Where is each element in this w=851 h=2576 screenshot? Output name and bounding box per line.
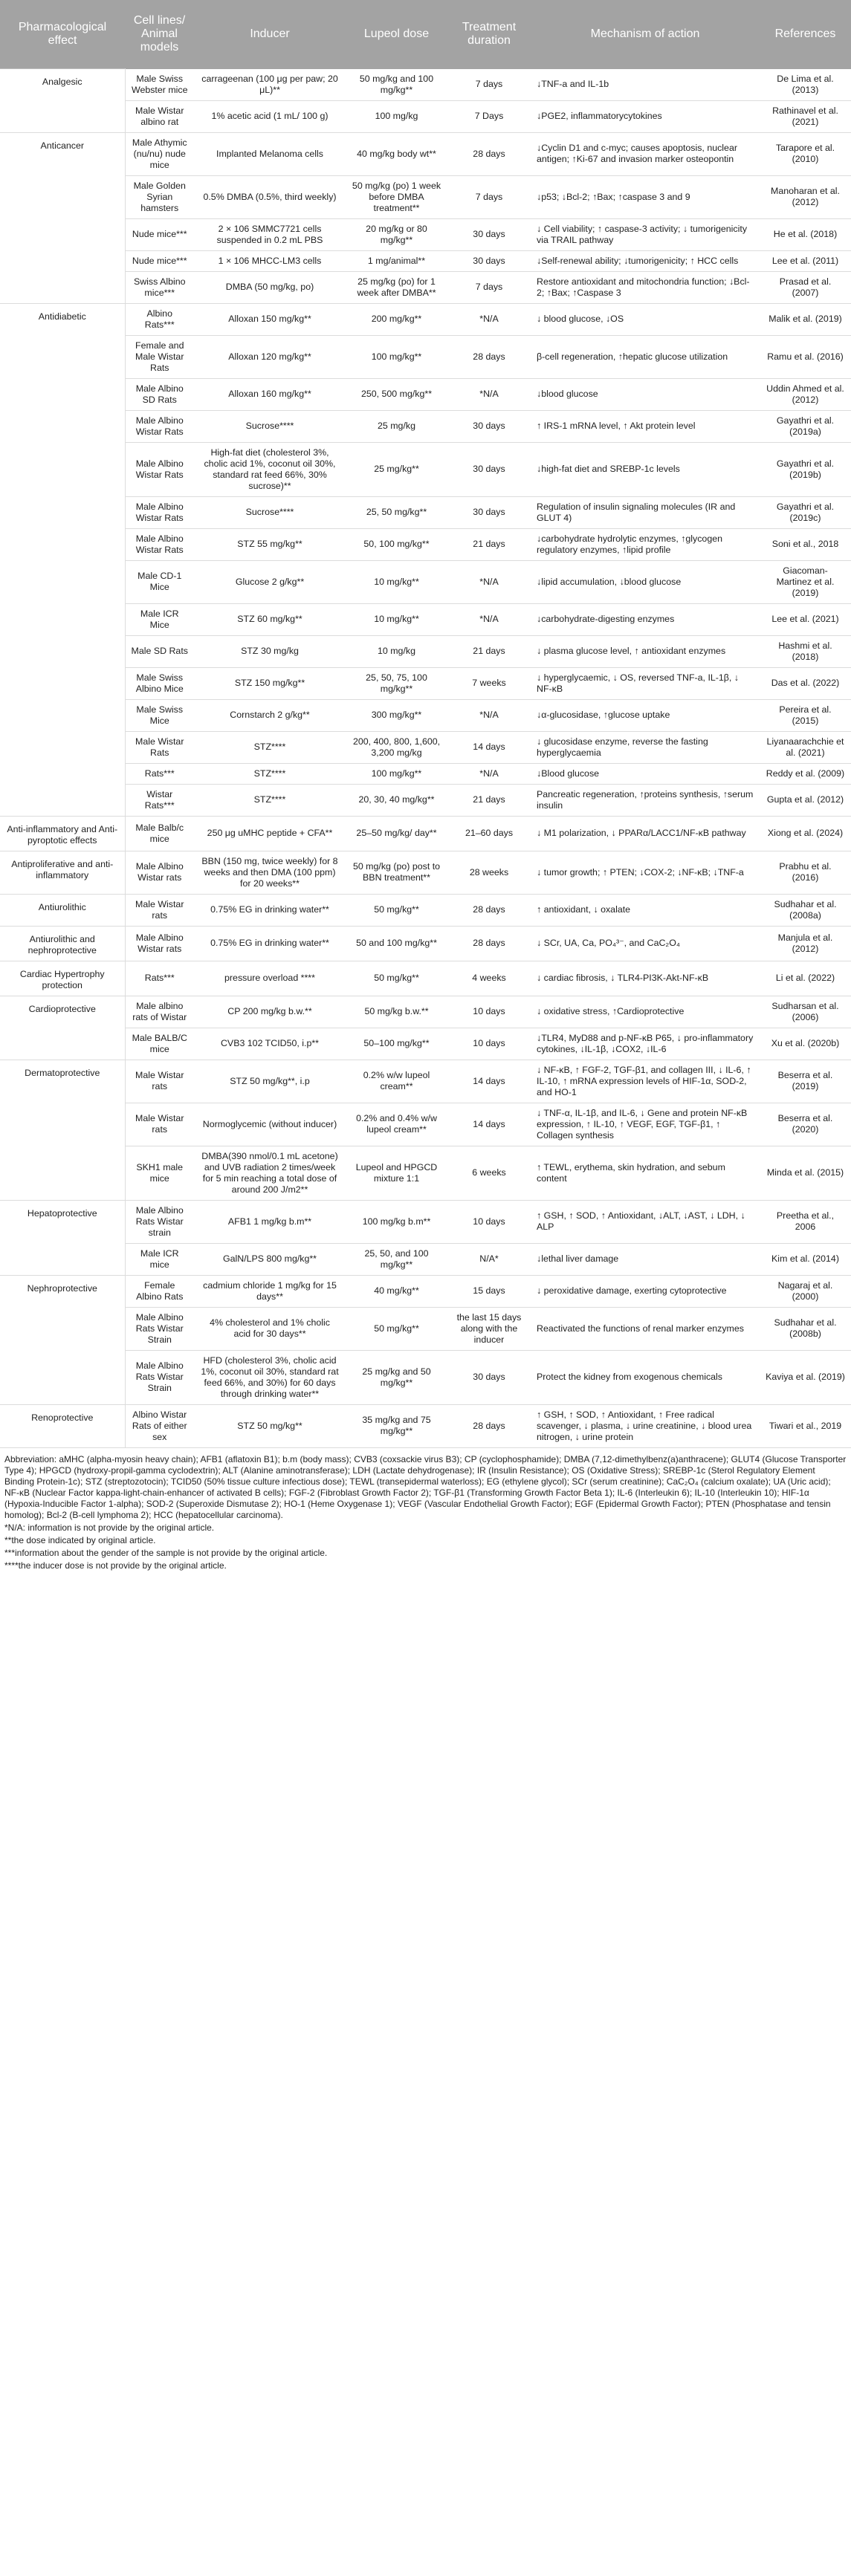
reference-cell: Malik et al. (2019)	[760, 303, 851, 335]
inducer-cell: BBN (150 mg, twice weekly) for 8 weeks and then DMA (100 ppm) for 20 weeks**	[194, 851, 346, 894]
dose-cell: 50, 100 mg/kg**	[346, 528, 447, 560]
inducer-cell: Normoglycemic (without inducer)	[194, 1103, 346, 1146]
mechanism-cell: ↓lethal liver damage	[531, 1243, 760, 1275]
duration-cell: *N/A	[447, 603, 531, 635]
dose-cell: 25 mg/kg	[346, 410, 447, 442]
reference-cell: Lee et al. (2021)	[760, 603, 851, 635]
inducer-cell: 4% cholesterol and 1% cholic acid for 30 days**	[194, 1307, 346, 1350]
inducer-cell: STZ****	[194, 763, 346, 784]
mechanism-cell: ↓ tumor growth; ↑ PTEN; ↓COX-2; ↓NF-κB; ↓TNF-a	[531, 851, 760, 894]
table-row	[0, 784, 851, 816]
model-cell: Rats***	[125, 763, 194, 784]
reference-cell: Gayathri et al. (2019a)	[760, 410, 851, 442]
reference-cell: Manjula et al. (2012)	[760, 926, 851, 961]
duration-cell: the last 15 days along with the inducer	[447, 1307, 531, 1350]
model-cell: Nude mice***	[125, 250, 194, 271]
duration-cell: 30 days	[447, 1350, 531, 1404]
table-row	[0, 996, 851, 1028]
effect-cell: Antiproliferative and anti-inflammatory	[0, 851, 125, 894]
inducer-cell: Sucrose****	[194, 410, 346, 442]
mechanism-cell: ↓ NF-κB, ↑ FGF-2, TGF-β1, and collagen III, ↓ IL-6, ↑ IL-10, ↑ mRNA expression levels of HIF-1α, SOD-2, and HO-1	[531, 1060, 760, 1103]
duration-cell: *N/A	[447, 303, 531, 335]
model-cell: Rats***	[125, 961, 194, 996]
mechanism-cell: ↓ glucosidase enzyme, reverse the fasting hyperglycaemia	[531, 731, 760, 763]
model-cell: SKH1 male mice	[125, 1146, 194, 1200]
table-row	[0, 496, 851, 528]
reference-cell: Manoharan et al. (2012)	[760, 175, 851, 218]
table-row	[0, 100, 851, 132]
duration-cell: 30 days	[447, 442, 531, 496]
footnote: Abbreviation: aMHC (alpha-myosin heavy chain); AFB1 (aflatoxin B1); b.m (body mass); CVB3 (coxsackie virus B3); CP (cyclophosphamide); DMBA (7,12-dimethylbenz(a)anthracene); GLUT4 (Glucose Transporter Type 4); HPGCD (hydroxy-propil-gamma cyclodextrin); ALT (Alanine aminotransferase); LDH (Lactate dehydrogenase); IR (Insulin Resistance); OS (Oxidative Stress); SREBP-1c (Sterol Regulatory Element Binding Protein-1c); STZ (streptozotocin); TCID50 (50% tissue culture infectious dose); TEWL (transepidermal waterloss); EG (ethylene glycol); SCr (serum creatinine); CaC₂O₄ (calcium oxalate); UA (Uric acid); NF-κB (Nuclear Factor kappa-light-chain-enhancer of activated B cells); FGF-2 (Fibroblast Growth Factor 2); TGF-β1 (Transforming Growth Factor Beta 1); IL-6 (Interleukin 6); IL-10 (Interleukin 10); HIF-1α (Hypoxia-Inducible Factor 1-alpha); SOD-2 (Superoxide Dismutase 2); HO-1 (Heme Oxygenase 1); VEGF (Vascular Endothelial Growth Factor); EGF (Epidermal Growth Factor); PTEN (Phosphatase and tensin homolog); Bcl-2 (B-cell lymphoma 2); HCC (hepatocellular carcinoma).	[4, 1453, 847, 1520]
mechanism-cell: ↓TLR4, MyD88 and p-NF-κB P65, ↓ pro-inflammatory cytokines, ↓IL-1β, ↓COX2, ↓IL-6	[531, 1028, 760, 1060]
duration-cell: 7 days	[447, 271, 531, 303]
dose-cell: 0.2% w/w lupeol cream**	[346, 1060, 447, 1103]
dose-cell: 40 mg/kg**	[346, 1275, 447, 1307]
table-row	[0, 250, 851, 271]
dose-cell: 300 mg/kg**	[346, 699, 447, 731]
dose-cell: 200 mg/kg**	[346, 303, 447, 335]
table-row	[0, 816, 851, 851]
duration-cell: 7 days	[447, 175, 531, 218]
reference-cell: Li et al. (2022)	[760, 961, 851, 996]
inducer-cell: Alloxan 160 mg/kg**	[194, 378, 346, 410]
reference-cell: Kim et al. (2014)	[760, 1243, 851, 1275]
inducer-cell: STZ 50 mg/kg**, i.p	[194, 1060, 346, 1103]
inducer-cell: STZ****	[194, 784, 346, 816]
inducer-cell: AFB1 1 mg/kg b.m**	[194, 1200, 346, 1243]
reference-cell: Liyanaarachchie et al. (2021)	[760, 731, 851, 763]
reference-cell: Tarapore et al. (2010)	[760, 132, 851, 175]
dose-cell: Lupeol and HPGCD mixture 1:1	[346, 1146, 447, 1200]
model-cell: Albino Rats***	[125, 303, 194, 335]
reference-cell: Beserra et al. (2019)	[760, 1060, 851, 1103]
table-row	[0, 271, 851, 303]
duration-cell: 7 weeks	[447, 667, 531, 699]
table-body	[0, 69, 851, 1448]
effect-cell: Antiurolithic and nephroprotective	[0, 926, 125, 961]
inducer-cell: Implanted Melanoma cells	[194, 132, 346, 175]
dose-cell: 50 and 100 mg/kg**	[346, 926, 447, 961]
dose-cell: 50 mg/kg (po) 1 week before DMBA treatment**	[346, 175, 447, 218]
model-cell: Male Albino Wistar rats	[125, 851, 194, 894]
dose-cell: 1 mg/animal**	[346, 250, 447, 271]
dose-cell: 25 mg/kg**	[346, 442, 447, 496]
duration-cell: 30 days	[447, 250, 531, 271]
duration-cell: 21 days	[447, 528, 531, 560]
model-cell: Male Albino Wistar Rats	[125, 410, 194, 442]
inducer-cell: GalN/LPS 800 mg/kg**	[194, 1243, 346, 1275]
reference-cell: He et al. (2018)	[760, 218, 851, 250]
table-row	[0, 528, 851, 560]
mechanism-cell: ↓high-fat diet and SREBP-1c levels	[531, 442, 760, 496]
effect-cell: Antiurolithic	[0, 894, 125, 926]
model-cell: Male Golden Syrian hamsters	[125, 175, 194, 218]
dose-cell: 25–50 mg/kg/ day**	[346, 816, 447, 851]
inducer-cell: Alloxan 150 mg/kg**	[194, 303, 346, 335]
mechanism-cell: β-cell regeneration, ↑hepatic glucose utilization	[531, 335, 760, 378]
model-cell: Male ICR Mice	[125, 603, 194, 635]
dose-cell: 10 mg/kg**	[346, 560, 447, 603]
model-cell: Male Swiss Mice	[125, 699, 194, 731]
dose-cell: 25, 50, 75, 100 mg/kg**	[346, 667, 447, 699]
footnote: *N/A: information is not provide by the original article.	[4, 1522, 215, 1533]
mechanism-cell: ↓ M1 polarization, ↓ PPARα/LACC1/NF-κB pathway	[531, 816, 760, 851]
dose-cell: 100 mg/kg b.m**	[346, 1200, 447, 1243]
mechanism-cell: Pancreatic regeneration, ↑proteins synthesis, ↑serum insulin	[531, 784, 760, 816]
inducer-cell: 0.5% DMBA (0.5%, third weekly)	[194, 175, 346, 218]
model-cell: Male SD Rats	[125, 635, 194, 667]
mechanism-cell: ↓lipid accumulation, ↓blood glucose	[531, 560, 760, 603]
header-duration: Treatment duration	[447, 0, 531, 69]
header-references: References	[760, 0, 851, 69]
duration-cell: 4 weeks	[447, 961, 531, 996]
duration-cell: 14 days	[447, 731, 531, 763]
model-cell: Male albino rats of Wistar	[125, 996, 194, 1028]
table-row	[0, 1243, 851, 1275]
model-cell: Male Balb/c mice	[125, 816, 194, 851]
mechanism-cell: ↓ blood glucose, ↓OS	[531, 303, 760, 335]
inducer-cell: pressure overload ****	[194, 961, 346, 996]
reference-cell: Hashmi et al. (2018)	[760, 635, 851, 667]
inducer-cell: STZ 60 mg/kg**	[194, 603, 346, 635]
mechanism-cell: ↓ peroxidative damage, exerting cytoprotective	[531, 1275, 760, 1307]
model-cell: Male ICR mice	[125, 1243, 194, 1275]
reference-cell: Gupta et al. (2012)	[760, 784, 851, 816]
duration-cell: 14 days	[447, 1060, 531, 1103]
header-model: Cell lines/ Animal models	[125, 0, 194, 69]
dose-cell: 0.2% and 0.4% w/w lupeol cream**	[346, 1103, 447, 1146]
duration-cell: 28 days	[447, 894, 531, 926]
inducer-cell: Glucose 2 g/kg**	[194, 560, 346, 603]
reference-cell: De Lima et al. (2013)	[760, 69, 851, 101]
dose-cell: 50 mg/kg b.w.**	[346, 996, 447, 1028]
footnotes	[0, 1448, 851, 1571]
model-cell: Male CD-1 Mice	[125, 560, 194, 603]
mechanism-cell: ↑ antioxidant, ↓ oxalate	[531, 894, 760, 926]
header-dose: Lupeol dose	[346, 0, 447, 69]
dose-cell: 10 mg/kg**	[346, 603, 447, 635]
inducer-cell: STZ 150 mg/kg**	[194, 667, 346, 699]
effect-cell: Dermatoprotective	[0, 1060, 125, 1200]
model-cell: Male Athymic (nu/nu) nude mice	[125, 132, 194, 175]
reference-cell: Beserra et al. (2020)	[760, 1103, 851, 1146]
reference-cell: Pereira et al. (2015)	[760, 699, 851, 731]
inducer-cell: STZ 30 mg/kg	[194, 635, 346, 667]
dose-cell: 25, 50 mg/kg**	[346, 496, 447, 528]
mechanism-cell: ↓p53; ↓Bcl-2; ↑Bax; ↑caspase 3 and 9	[531, 175, 760, 218]
model-cell: Wistar Rats***	[125, 784, 194, 816]
model-cell: Male BALB/C mice	[125, 1028, 194, 1060]
dose-cell: 20, 30, 40 mg/kg**	[346, 784, 447, 816]
duration-cell: *N/A	[447, 378, 531, 410]
duration-cell: 21–60 days	[447, 816, 531, 851]
table-row	[0, 1307, 851, 1350]
model-cell: Male Albino Wistar Rats	[125, 528, 194, 560]
mechanism-cell: ↓Cyclin D1 and c-myc; causes apoptosis, nuclear antigen; ↑Ki-67 and invasion marker osteopontin	[531, 132, 760, 175]
duration-cell: 28 days	[447, 132, 531, 175]
mechanism-cell: Reactivated the functions of renal marker enzymes	[531, 1307, 760, 1350]
mechanism-cell: Protect the kidney from exogenous chemicals	[531, 1350, 760, 1404]
inducer-cell: DMBA(390 nmol/0.1 mL acetone) and UVB radiation 2 times/week for 5 min reaching a total dose of around 200 J/m2**	[194, 1146, 346, 1200]
table-row	[0, 731, 851, 763]
inducer-cell: STZ 50 mg/kg**	[194, 1404, 346, 1447]
table-row	[0, 667, 851, 699]
reference-cell: Rathinavel et al. (2021)	[760, 100, 851, 132]
mechanism-cell: ↓ plasma glucose level, ↑ antioxidant enzymes	[531, 635, 760, 667]
dose-cell: 50 mg/kg and 100 mg/kg**	[346, 69, 447, 101]
inducer-cell: Sucrose****	[194, 496, 346, 528]
model-cell: Male Albino Rats Wistar Strain	[125, 1307, 194, 1350]
duration-cell: 30 days	[447, 410, 531, 442]
duration-cell: 7 days	[447, 69, 531, 101]
table-row	[0, 218, 851, 250]
effect-cell: Antidiabetic	[0, 303, 125, 816]
mechanism-cell: Regulation of insulin signaling molecules (IR and GLUT 4)	[531, 496, 760, 528]
effect-cell: Analgesic	[0, 69, 125, 133]
mechanism-cell: Restore antioxidant and mitochondria function; ↓Bcl-2; ↑Bax; ↑Caspase 3	[531, 271, 760, 303]
reference-cell: Minda et al. (2015)	[760, 1146, 851, 1200]
mechanism-cell: ↑ IRS-1 mRNA level, ↑ Akt protein level	[531, 410, 760, 442]
header-effect: Pharmacological effect	[0, 0, 125, 69]
inducer-cell: 0.75% EG in drinking water**	[194, 926, 346, 961]
dose-cell: 50–100 mg/kg**	[346, 1028, 447, 1060]
inducer-cell: 2 × 106 SMMC7721 cells suspended in 0.2 mL PBS	[194, 218, 346, 250]
reference-cell: Preetha et al., 2006	[760, 1200, 851, 1243]
dose-cell: 35 mg/kg and 75 mg/kg**	[346, 1404, 447, 1447]
model-cell: Male Albino Wistar Rats	[125, 442, 194, 496]
table-row	[0, 1350, 851, 1404]
model-cell: Male Albino Wistar Rats	[125, 496, 194, 528]
table-row	[0, 1060, 851, 1103]
mechanism-cell: ↑ GSH, ↑ SOD, ↑ Antioxidant, ↑ Free radical scavenger, ↓ plasma, ↓ urine creatinine, ↓ blood urea nitrogen, ↓ urine protein	[531, 1404, 760, 1447]
duration-cell: 21 days	[447, 635, 531, 667]
model-cell: Female and Male Wistar Rats	[125, 335, 194, 378]
reference-cell: Lee et al. (2011)	[760, 250, 851, 271]
model-cell: Male Albino Rats Wistar Strain	[125, 1350, 194, 1404]
duration-cell: 28 days	[447, 926, 531, 961]
duration-cell: *N/A	[447, 699, 531, 731]
reference-cell: Giacoman-Martinez et al. (2019)	[760, 560, 851, 603]
effect-cell: Cardioprotective	[0, 996, 125, 1060]
mechanism-cell: ↓ cardiac fibrosis, ↓ TLR4-PI3K-Akt-NF-κB	[531, 961, 760, 996]
reference-cell: Tiwari et al., 2019	[760, 1404, 851, 1447]
dose-cell: 50 mg/kg**	[346, 961, 447, 996]
duration-cell: 10 days	[447, 1200, 531, 1243]
duration-cell: 30 days	[447, 218, 531, 250]
model-cell: Male Swiss Webster mice	[125, 69, 194, 101]
duration-cell: 7 Days	[447, 100, 531, 132]
inducer-cell: STZ 55 mg/kg**	[194, 528, 346, 560]
table-row	[0, 1404, 851, 1447]
inducer-cell: CVB3 102 TCID50, i.p**	[194, 1028, 346, 1060]
dose-cell: 40 mg/kg body wt**	[346, 132, 447, 175]
table-row	[0, 1146, 851, 1200]
inducer-cell: 250 μg uMHC peptide + CFA**	[194, 816, 346, 851]
table-row	[0, 699, 851, 731]
table-row	[0, 69, 851, 101]
table-row	[0, 763, 851, 784]
dose-cell: 250, 500 mg/kg**	[346, 378, 447, 410]
table-row	[0, 1103, 851, 1146]
table-row	[0, 303, 851, 335]
table-row	[0, 560, 851, 603]
effect-cell: Hepatoprotective	[0, 1200, 125, 1275]
table-row	[0, 132, 851, 175]
table-row	[0, 1028, 851, 1060]
reference-cell: Ramu et al. (2016)	[760, 335, 851, 378]
duration-cell: 14 days	[447, 1103, 531, 1146]
model-cell: Male Wistar rats	[125, 894, 194, 926]
dose-cell: 50 mg/kg (po) post to BBN treatment**	[346, 851, 447, 894]
table-row	[0, 926, 851, 961]
table-row	[0, 1275, 851, 1307]
duration-cell: N/A*	[447, 1243, 531, 1275]
effect-cell: Cardiac Hypertrophy protection	[0, 961, 125, 996]
duration-cell: 28 days	[447, 335, 531, 378]
reference-cell: Xiong et al. (2024)	[760, 816, 851, 851]
model-cell: Male Albino SD Rats	[125, 378, 194, 410]
inducer-cell: 1% acetic acid (1 mL/ 100 g)	[194, 100, 346, 132]
inducer-cell: Cornstarch 2 g/kg**	[194, 699, 346, 731]
footnote: ***information about the gender of the sample is not provide by the original article.	[4, 1547, 328, 1558]
mechanism-cell: ↑ TEWL, erythema, skin hydration, and sebum content	[531, 1146, 760, 1200]
reference-cell: Kaviya et al. (2019)	[760, 1350, 851, 1404]
model-cell: Male Albino Wistar rats	[125, 926, 194, 961]
inducer-cell: 0.75% EG in drinking water**	[194, 894, 346, 926]
duration-cell: 15 days	[447, 1275, 531, 1307]
mechanism-cell: ↓blood glucose	[531, 378, 760, 410]
duration-cell: 21 days	[447, 784, 531, 816]
inducer-cell: HFD (cholesterol 3%, cholic acid 1%, coconut oil 30%, standard rat feed 66%, and 30%) for 60 days through drinking water**	[194, 1350, 346, 1404]
duration-cell: 28 days	[447, 1404, 531, 1447]
reference-cell: Prasad et al. (2007)	[760, 271, 851, 303]
table-row	[0, 175, 851, 218]
reference-cell: Uddin Ahmed et al. (2012)	[760, 378, 851, 410]
duration-cell: 6 weeks	[447, 1146, 531, 1200]
table-row	[0, 961, 851, 996]
table-row	[0, 442, 851, 496]
duration-cell: 10 days	[447, 1028, 531, 1060]
table-row	[0, 378, 851, 410]
mechanism-cell: ↓carbohydrate-digesting enzymes	[531, 603, 760, 635]
model-cell: Female Albino Rats	[125, 1275, 194, 1307]
inducer-cell: DMBA (50 mg/kg, po)	[194, 271, 346, 303]
table-row	[0, 335, 851, 378]
table-row	[0, 851, 851, 894]
effect-cell: Anti-inflammatory and Anti-pyroptotic effects	[0, 816, 125, 851]
reference-cell: Prabhu et al. (2016)	[760, 851, 851, 894]
model-cell: Male Wistar rats	[125, 1060, 194, 1103]
dose-cell: 50 mg/kg**	[346, 1307, 447, 1350]
mechanism-cell: ↓carbohydrate hydrolytic enzymes, ↑glycogen regulatory enzymes, ↑lipid profile	[531, 528, 760, 560]
dose-cell: 100 mg/kg	[346, 100, 447, 132]
duration-cell: 28 weeks	[447, 851, 531, 894]
footnote: ****the inducer dose is not provide by the original article.	[4, 1560, 227, 1571]
duration-cell: *N/A	[447, 763, 531, 784]
model-cell: Male Wistar albino rat	[125, 100, 194, 132]
mechanism-cell: ↓ hyperglycaemic, ↓ OS, reversed TNF-a, IL-1β, ↓ NF-κB	[531, 667, 760, 699]
inducer-cell: CP 200 mg/kg b.w.**	[194, 996, 346, 1028]
dose-cell: 25 mg/kg and 50 mg/kg**	[346, 1350, 447, 1404]
dose-cell: 200, 400, 800, 1,600, 3,200 mg/kg	[346, 731, 447, 763]
duration-cell: *N/A	[447, 560, 531, 603]
reference-cell: Xu et al. (2020b)	[760, 1028, 851, 1060]
table-row	[0, 894, 851, 926]
reference-cell: Soni et al., 2018	[760, 528, 851, 560]
mechanism-cell: ↓PGE2, inflammatorycytokines	[531, 100, 760, 132]
table-row	[0, 410, 851, 442]
header-row	[0, 0, 851, 69]
mechanism-cell: ↓ SCr, UA, Ca, PO₄³⁻, and CaC₂O₄	[531, 926, 760, 961]
model-cell: Nude mice***	[125, 218, 194, 250]
table-row	[0, 1200, 851, 1243]
inducer-cell: Alloxan 120 mg/kg**	[194, 335, 346, 378]
inducer-cell: High-fat diet (cholesterol 3%, cholic acid 1%, coconut oil 30%, standard rat feed 66%, 30% sucrose)**	[194, 442, 346, 496]
model-cell: Male Wistar Rats	[125, 731, 194, 763]
dose-cell: 10 mg/kg	[346, 635, 447, 667]
inducer-cell: carrageenan (100 μg per paw; 20 μL)**	[194, 69, 346, 101]
reference-cell: Das et al. (2022)	[760, 667, 851, 699]
dose-cell: 100 mg/kg**	[346, 335, 447, 378]
dose-cell: 25 mg/kg (po) for 1 week after DMBA**	[346, 271, 447, 303]
effect-cell: Nephroprotective	[0, 1275, 125, 1404]
table-row	[0, 603, 851, 635]
reference-cell: Reddy et al. (2009)	[760, 763, 851, 784]
model-cell: Male Swiss Albino Mice	[125, 667, 194, 699]
mechanism-cell: ↑ GSH, ↑ SOD, ↑ Antioxidant, ↓ALT, ↓AST, ↓ LDH, ↓ ALP	[531, 1200, 760, 1243]
mechanism-cell: ↓Blood glucose	[531, 763, 760, 784]
dose-cell: 50 mg/kg**	[346, 894, 447, 926]
reference-cell: Gayathri et al. (2019c)	[760, 496, 851, 528]
duration-cell: 10 days	[447, 996, 531, 1028]
reference-cell: Sudhahar et al. (2008a)	[760, 894, 851, 926]
mechanism-cell: ↓Self-renewal ability; ↓tumorigenicity; ↑ HCC cells	[531, 250, 760, 271]
inducer-cell: STZ****	[194, 731, 346, 763]
reference-cell: Sudhahar et al. (2008b)	[760, 1307, 851, 1350]
dose-cell: 100 mg/kg**	[346, 763, 447, 784]
inducer-cell: 1 × 106 MHCC-LM3 cells	[194, 250, 346, 271]
inducer-cell: cadmium chloride 1 mg/kg for 15 days**	[194, 1275, 346, 1307]
reference-cell: Nagaraj et al. (2000)	[760, 1275, 851, 1307]
header-mechanism: Mechanism of action	[531, 0, 760, 69]
footnote: **the dose indicated by original article.	[4, 1534, 156, 1545]
effect-cell: Anticancer	[0, 132, 125, 303]
effect-cell: Renoprotective	[0, 1404, 125, 1447]
dose-cell: 25, 50, and 100 mg/kg**	[346, 1243, 447, 1275]
header-inducer: Inducer	[194, 0, 346, 69]
mechanism-cell: ↓α-glucosidase, ↑glucose uptake	[531, 699, 760, 731]
mechanism-cell: ↓TNF-a and IL-1b	[531, 69, 760, 101]
model-cell: Male Albino Rats Wistar strain	[125, 1200, 194, 1243]
reference-cell: Gayathri et al. (2019b)	[760, 442, 851, 496]
mechanism-cell: ↓ TNF-α, IL-1β, and IL-6, ↓ Gene and protein NF-κB expression, ↑ IL-10, ↑ VEGF, EGF, TGF-β1, ↑ Collagen synthesis	[531, 1103, 760, 1146]
model-cell: Albino Wistar Rats of either sex	[125, 1404, 194, 1447]
mechanism-cell: ↓ oxidative stress, ↑Cardioprotective	[531, 996, 760, 1028]
table-row	[0, 635, 851, 667]
dose-cell: 20 mg/kg or 80 mg/kg**	[346, 218, 447, 250]
duration-cell: 30 days	[447, 496, 531, 528]
model-cell: Male Wistar rats	[125, 1103, 194, 1146]
reference-cell: Sudharsan et al. (2006)	[760, 996, 851, 1028]
model-cell: Swiss Albino mice***	[125, 271, 194, 303]
mechanism-cell: ↓ Cell viability; ↑ caspase-3 activity; ↓ tumorigenicity via TRAIL pathway	[531, 218, 760, 250]
